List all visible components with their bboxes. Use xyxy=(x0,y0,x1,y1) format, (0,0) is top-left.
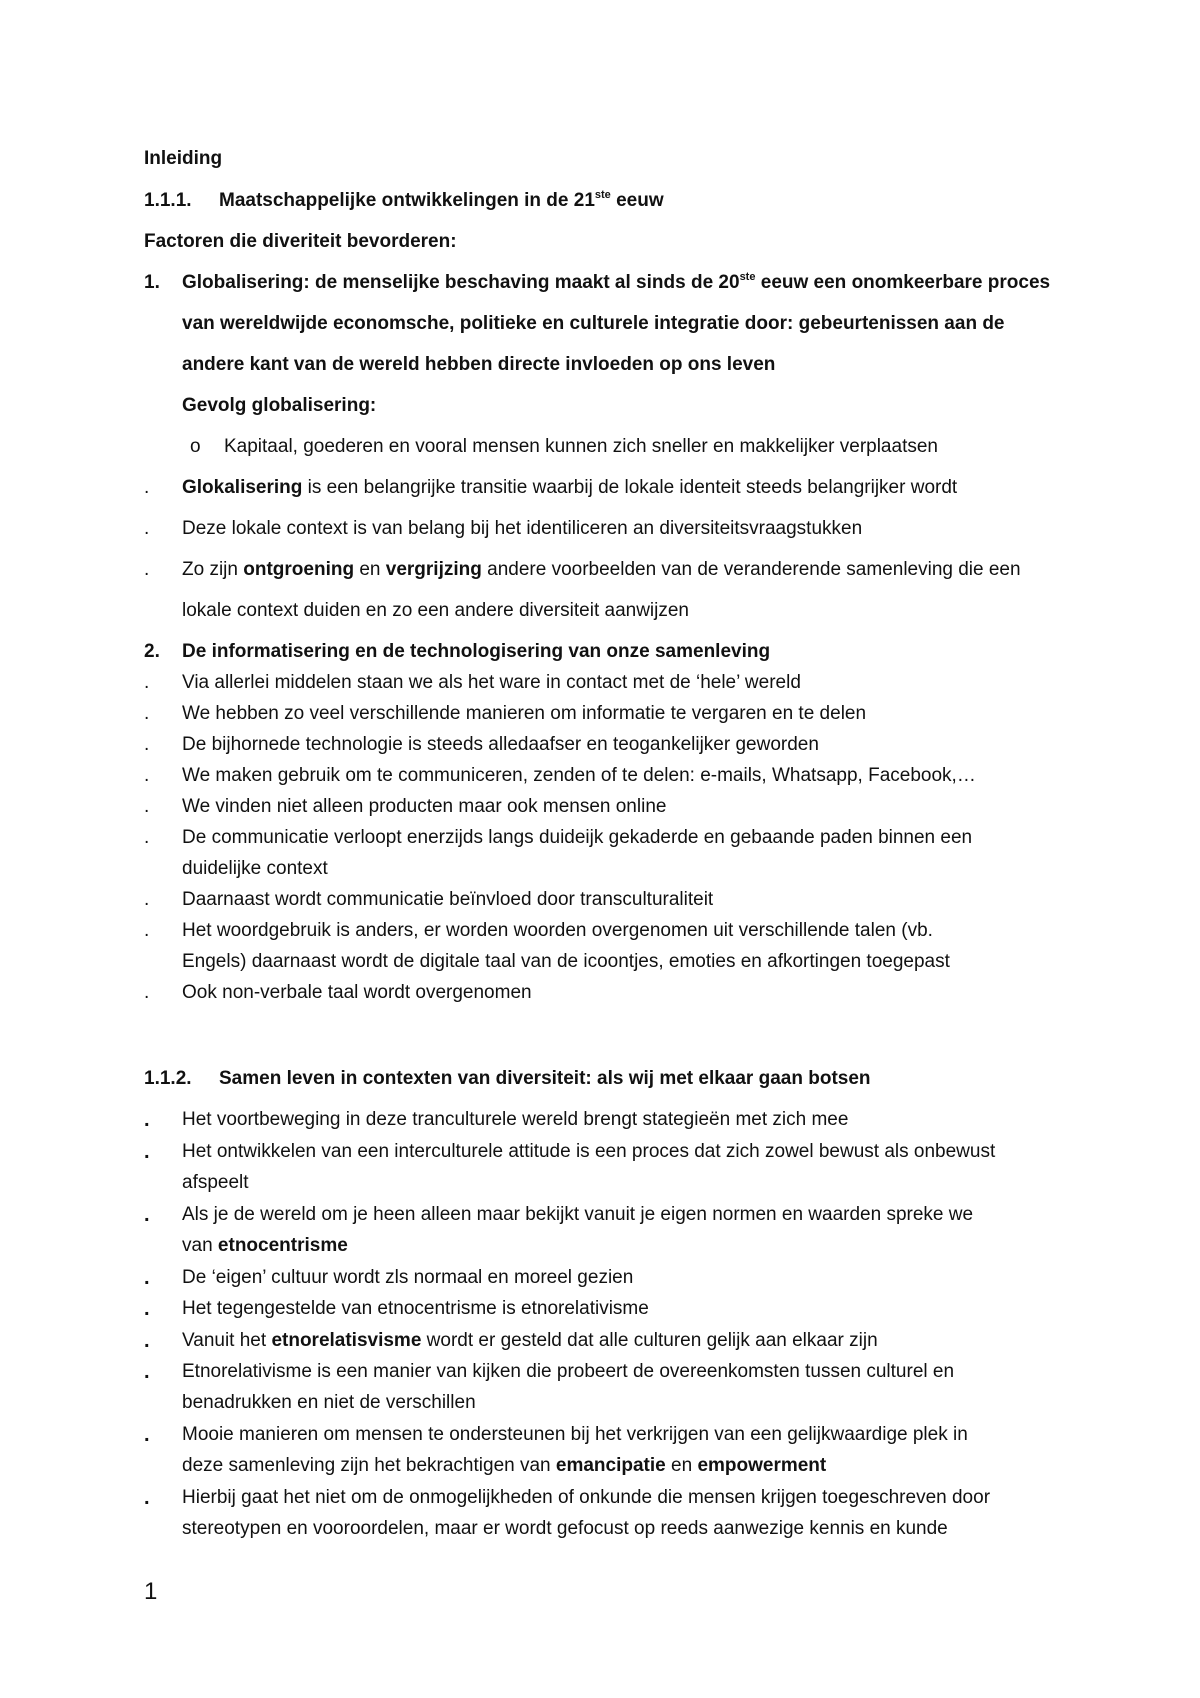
bullet-marker: . xyxy=(144,765,150,786)
sub-bullet-marker: o xyxy=(190,436,201,457)
info-bullet-continuation: Engels) daarnaast wordt de digitale taal van de icoontjes, emoties en afkortingen toegepast xyxy=(182,951,950,972)
info-bullet: De communicatie verloopt enerzijds langs duideijk gekaderde en gebaande paden binnen een xyxy=(182,827,973,848)
bullet-marker: . xyxy=(144,1204,150,1226)
info-bullet: Via allerlei middelen staan we als het ware in contact met de ‘hele’ wereld xyxy=(182,672,801,693)
gevolg-label: Gevolg globalisering: xyxy=(182,395,377,416)
samen-bullet-continuation: afspeelt xyxy=(182,1172,249,1193)
bullet-marker: . xyxy=(144,889,150,910)
section-number-1-1-1: 1.1.1. xyxy=(144,190,192,211)
bullet-marker: . xyxy=(144,1109,150,1131)
list-number-2: 2. xyxy=(144,641,160,662)
samen-bullet: Het ontwikkelen van een interculturele attitude is een proces dat zich zowel bewust als onbewust xyxy=(182,1141,996,1162)
samen-bullet: Hierbij gaat het niet om de onmogelijkheden of onkunde die mensen krijgen toegeschreven door xyxy=(182,1487,991,1508)
etnocentrisme-line: van etnocentrisme xyxy=(182,1235,348,1256)
samen-bullet: Het voortbeweging in deze tranculturele wereld brengt stategieën met zich mee xyxy=(182,1109,849,1130)
section-title-1-1-1: Maatschappelijke ontwikkelingen in de 21ste eeuw xyxy=(219,188,664,211)
lokale-context-bullet: Deze lokale context is van belang bij het identiliceren an diversiteitsvraagstukken xyxy=(182,518,863,539)
info-bullet: We maken gebruik om te communiceren, zenden of te delen: e-mails, Whatsapp, Facebook,… xyxy=(182,765,976,786)
globalisering-line-1: Globalisering: de menselijke beschaving maakt al sinds de 20ste eeuw een onomkeerbare proces xyxy=(182,270,1051,293)
empowerment-line: deze samenleving zijn het bekrachtigen van emancipatie en empowerment xyxy=(182,1455,827,1476)
samen-bullet: Als je de wereld om je heen alleen maar bekijkt vanuit je eigen normen en waarden spreke we xyxy=(182,1204,974,1225)
section-number-1-1-2: 1.1.2. xyxy=(144,1068,192,1089)
etnorelativisme-bullet: Vanuit het etnorelatisvisme wordt er gesteld dat alle culturen gelijk aan elkaar zijn xyxy=(182,1330,878,1351)
factors-label: Factoren die diveriteit bevorderen: xyxy=(144,231,457,252)
page-number: 1 xyxy=(144,1578,158,1605)
info-bullet: We vinden niet alleen producten maar ook mensen online xyxy=(182,796,667,817)
samen-bullet: Mooie manieren om mensen te ondersteunen bij het verkrijgen van een gelijkwaardige plek in xyxy=(182,1424,968,1445)
bullet-marker: . xyxy=(144,477,150,498)
globalisering-line-2: van wereldwijde economsche, politieke en culturele integratie door: gebeurtenissen aan de xyxy=(182,313,1005,334)
heading-inleiding: Inleiding xyxy=(144,148,223,169)
samen-bullet-continuation: stereotypen en vooroordelen, maar er wordt gefocust op reeds aanwezige kennis en kunde xyxy=(182,1518,948,1539)
bullet-marker: . xyxy=(144,1487,150,1509)
ontgroening-bullet-line-2: lokale context duiden en zo een andere diversiteit aanwijzen xyxy=(182,600,689,621)
list-number-1: 1. xyxy=(144,272,160,293)
samen-bullet: Het tegengestelde van etnocentrisme is etnorelativisme xyxy=(182,1298,649,1319)
info-bullet: Daarnaast wordt communicatie beïnvloed door transculturaliteit xyxy=(182,889,714,910)
bullet-marker: . xyxy=(144,920,150,941)
bullet-marker: . xyxy=(144,734,150,755)
samen-bullet-continuation: benadrukken en niet de verschillen xyxy=(182,1392,476,1413)
samen-bullet: De ‘eigen’ cultuur wordt zls normaal en moreel gezien xyxy=(182,1267,634,1288)
bullet-marker: . xyxy=(144,1361,150,1383)
bullet-marker: . xyxy=(144,1424,150,1446)
bullet-marker: . xyxy=(144,559,150,580)
info-bullet: De bijhornede technologie is steeds alledaafser en teogankelijker geworden xyxy=(182,734,819,755)
bullet-marker: . xyxy=(144,703,150,724)
bullet-marker: . xyxy=(144,982,150,1003)
bullet-marker: . xyxy=(144,672,150,693)
bullet-marker: . xyxy=(144,518,150,539)
bullet-marker: . xyxy=(144,827,150,848)
sub-bullet-text: Kapitaal, goederen en vooral mensen kunnen zich sneller en makkelijker verplaatsen xyxy=(224,436,938,457)
bullet-marker: . xyxy=(144,1298,150,1320)
info-bullet: We hebben zo veel verschillende manieren om informatie te vergaren en te delen xyxy=(182,703,867,724)
bullet-marker: . xyxy=(144,796,150,817)
globalisering-line-3: andere kant van de wereld hebben directe invloeden op ons leven xyxy=(182,354,776,375)
section-title-1-1-2: Samen leven in contexten van diversiteit: als wij met elkaar gaan botsen xyxy=(219,1068,871,1089)
bullet-marker: . xyxy=(144,1141,150,1163)
samen-bullet: Etnorelativisme is een manier van kijken die probeert de overeenkomsten tussen culturel en xyxy=(182,1361,955,1382)
ontgroening-bullet: Zo zijn ontgroening en vergrijzing andere voorbeelden van de veranderende samenleving die een xyxy=(182,559,1021,580)
glokalisering-bullet: Glokalisering is een belangrijke transitie waarbij de lokale identeit steeds belangrijker wordt xyxy=(182,477,958,498)
info-bullet-continuation: duidelijke context xyxy=(182,858,328,879)
info-bullet: Ook non-verbale taal wordt overgenomen xyxy=(182,982,532,1003)
info-bullet: Het woordgebruik is anders, er worden woorden overgenomen uit verschillende talen (vb. xyxy=(182,920,933,941)
bullet-marker: . xyxy=(144,1267,150,1289)
informatisering-title: De informatisering en de technologisering van onze samenleving xyxy=(182,641,771,662)
bullet-marker: . xyxy=(144,1330,150,1352)
